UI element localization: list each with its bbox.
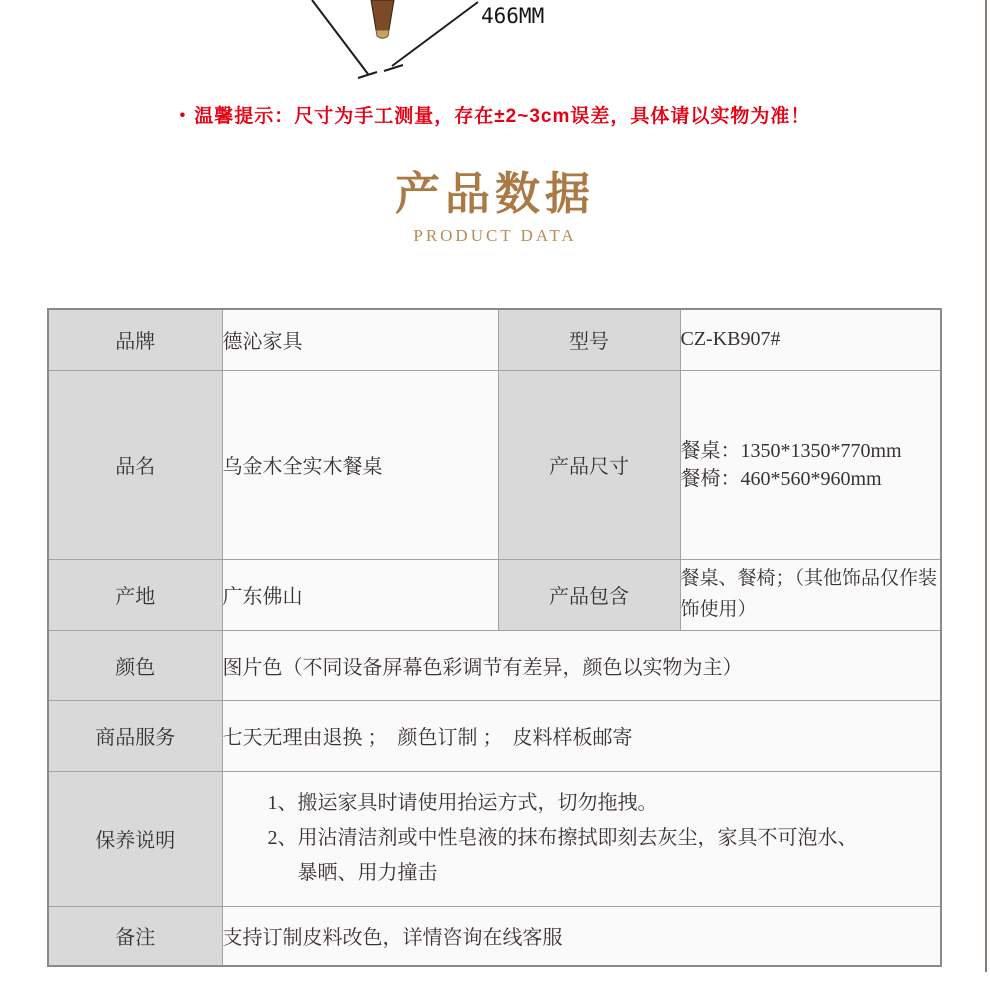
dimension-line-right: [392, 2, 478, 66]
services-value: 七天无理由退换 ； 颜色订制 ； 皮料样板邮寄: [222, 700, 941, 771]
product-name-value: 乌金木全实木餐桌: [222, 370, 498, 559]
table-row: [48, 559, 941, 630]
origin-value: 广东佛山: [222, 559, 498, 630]
leg-dimension-illustration: [0, 0, 990, 97]
dimension-label: 466MM: [481, 4, 545, 28]
origin-label: 产地: [48, 559, 222, 630]
page-subtitle: PRODUCT DATA: [413, 226, 577, 245]
brand-value: 德沁家具: [222, 309, 498, 370]
product-size-line-chair: 餐椅：460*560*960mm: [680, 467, 882, 490]
brand-label: 品牌: [48, 309, 222, 370]
page-right-border: [985, 0, 987, 972]
includes-label: 产品包含: [498, 559, 680, 630]
product-name-label: 品名: [48, 370, 222, 559]
table-row: [48, 771, 941, 906]
dimension-line-left: [312, 0, 368, 74]
color-value: 图片色（不同设备屏幕色彩调节有差异，颜色以实物为主）: [222, 630, 941, 700]
table-row: [48, 906, 941, 966]
color-label: 颜色: [48, 630, 222, 700]
care-instruction-2-continued: 暴晒、用力撞击: [297, 862, 438, 884]
table-row: [48, 370, 941, 559]
includes-value: 餐桌、餐椅；（其他饰品仅作装饰使用）: [680, 559, 941, 630]
measurement-notice: [0, 101, 990, 128]
page-title: 产品数据: [394, 169, 595, 219]
table-row: [48, 700, 941, 771]
services-label: 商品服务: [48, 700, 222, 771]
product-size-value: [680, 370, 941, 559]
product-spec-table: [47, 308, 942, 967]
notice-bullet-icon: •: [179, 107, 187, 124]
table-leg-graphic: [371, 0, 394, 30]
care-label: 保养说明: [48, 771, 222, 906]
table-leg-foot: [376, 30, 389, 38]
model-value: CZ-KB907#: [680, 309, 941, 370]
care-instruction-1: 1、搬运家具时请使用抬运方式，切勿拖拽。: [267, 792, 658, 814]
table-row: [48, 309, 941, 370]
table-row: [48, 630, 941, 700]
remark-value: 支持订制皮料改色，详情咨询在线客服: [222, 906, 941, 966]
notice-text: 温馨提示：尺寸为手工测量，存在±2~3cm误差，具体请以实物为准！: [194, 106, 811, 127]
care-instruction-2: 2、用沾清洁剂或中性皂液的抹布擦拭即刻去灰尘，家具不可泡水、: [267, 827, 858, 849]
care-value: [222, 771, 941, 906]
product-size-line-table: 餐桌：1350*1350*770mm: [680, 439, 902, 462]
product-size-label: 产品尺寸: [498, 370, 680, 559]
model-label: 型号: [498, 309, 680, 370]
remark-label: 备注: [48, 906, 222, 966]
